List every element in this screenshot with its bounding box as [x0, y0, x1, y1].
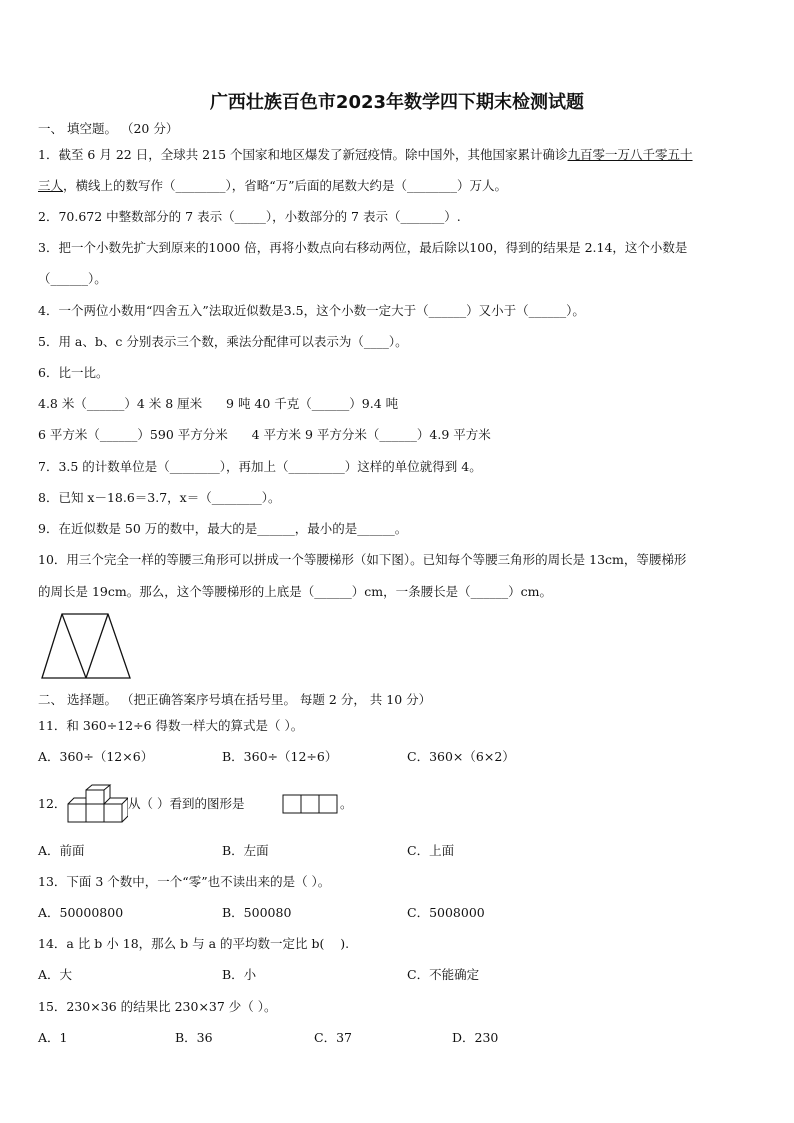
question-6-row-2: 6 平方米（______）590 平方分米 4 平方米 9 平方分米（______）4.9 平方米 — [38, 427, 491, 442]
q15-option-a: A．1 — [38, 1030, 68, 1045]
q14-option-a: A．大 — [38, 967, 73, 982]
question-10-line-2: 的周长是 19cm。那么，这个等腰梯形的上底是（______）cm，一条腰长是（______）cm。 — [38, 584, 552, 599]
q12-end-punct: 。 — [340, 796, 353, 811]
question-9: 9．在近似数是 50 万的数中，最大的是______，最小的是______。 — [38, 521, 408, 536]
q15-option-b: B．36 — [175, 1030, 213, 1045]
q13-option-b: B．500080 — [222, 905, 292, 920]
question-13: 13．下面 3 个数中，一个“零”也不读出来的是（ ）。 — [38, 874, 331, 889]
question-8: 8．已知 x－18.6＝3.7，x＝（________）。 — [38, 490, 281, 505]
question-4: 4．一个两位小数用“四舍五入”法取近似数是3.5，这个小数一定大于（______）又小于（______）。 — [38, 303, 585, 318]
q13-option-c: C．5008000 — [407, 905, 485, 920]
q1-underlined-number: 九百零一万八千零五十 — [567, 147, 693, 162]
q14-option-b: B．小 — [222, 967, 257, 982]
q15-option-c: C．37 — [314, 1030, 352, 1045]
question-3-line-2: （______）。 — [38, 271, 107, 286]
q15-option-d: D．230 — [452, 1030, 499, 1045]
question-2: 2．70.672 中整数部分的 7 表示（_____），小数部分的 7 表示（_______）. — [38, 209, 461, 224]
question-14: 14．a 比 b 小 18，那么 b 与 a 的平均数一定比 b( ). — [38, 936, 350, 951]
q1-underlined-number-end: 三人 — [38, 178, 64, 193]
q11-option-a: A．360÷（12×6） — [38, 749, 154, 764]
section-1-heading: 一、 填空题。 （20 分） — [38, 121, 179, 136]
question-6-row-1: 4.8 米（______）4 米 8 厘米 9 吨 40 千克（______）9.4 吨 — [38, 396, 399, 411]
q1-text-a: 1．截至 6 月 22 日，全球共 215 个国家和地区爆发了新冠疫情。除中国外，其他国家累计确诊 — [38, 147, 568, 162]
question-12-stem: 从（ ）看到的图形是 — [128, 796, 245, 811]
question-11: 11．和 360÷12÷6 得数一样大的算式是（ ）。 — [38, 718, 304, 733]
q11-option-c: C．360×（6×2） — [407, 749, 515, 764]
page-title: 广西壮族百色市2023年数学四下期末检测试题 — [209, 92, 585, 113]
q11-option-b: B．360÷（12÷6） — [222, 749, 338, 764]
question-1-line-1 — [38, 146, 693, 164]
question-1-line-2 — [38, 177, 507, 195]
q14-option-c: C．不能确定 — [407, 967, 480, 982]
q1-text-d: ，横线上的数写作（________），省略“万”后面的尾数大约是（________）万人。 — [63, 178, 508, 193]
three-squares-view — [282, 794, 340, 814]
q12-option-b: B．左面 — [222, 843, 269, 858]
trapezoid-figure — [38, 610, 134, 682]
q12-option-c: C．上面 — [407, 843, 455, 858]
cube-stack-figure — [66, 784, 128, 826]
question-10-line-1: 10．用三个完全一样的等腰三角形可以拼成一个等腰梯形（如下图）。已知每个等腰三角形的周长是 13cm，等腰梯形 — [38, 552, 687, 567]
q13-option-a: A．50000800 — [38, 905, 124, 920]
section-2-heading: 二、 选择题。 （把正确答案序号填在括号里。 每题 2 分， 共 10 分） — [38, 692, 432, 707]
question-6-heading: 6．比一比。 — [38, 365, 109, 380]
q12-number: 12． — [38, 796, 67, 811]
question-3-line-1: 3．把一个小数先扩大到原来的1000 倍，再将小数点向右移动两位，最后除以100，得到的结果是 2.14，这个小数是 — [38, 240, 688, 255]
question-15: 15．230×36 的结果比 230×37 少（ ）。 — [38, 999, 277, 1014]
question-5: 5．用 a、b、c 分别表示三个数，乘法分配律可以表示为（____）。 — [38, 334, 408, 349]
q12-option-a: A．前面 — [38, 843, 85, 858]
question-7: 7．3.5 的计数单位是（________），再加上（_________）这样的单位就得到 4。 — [38, 459, 482, 474]
